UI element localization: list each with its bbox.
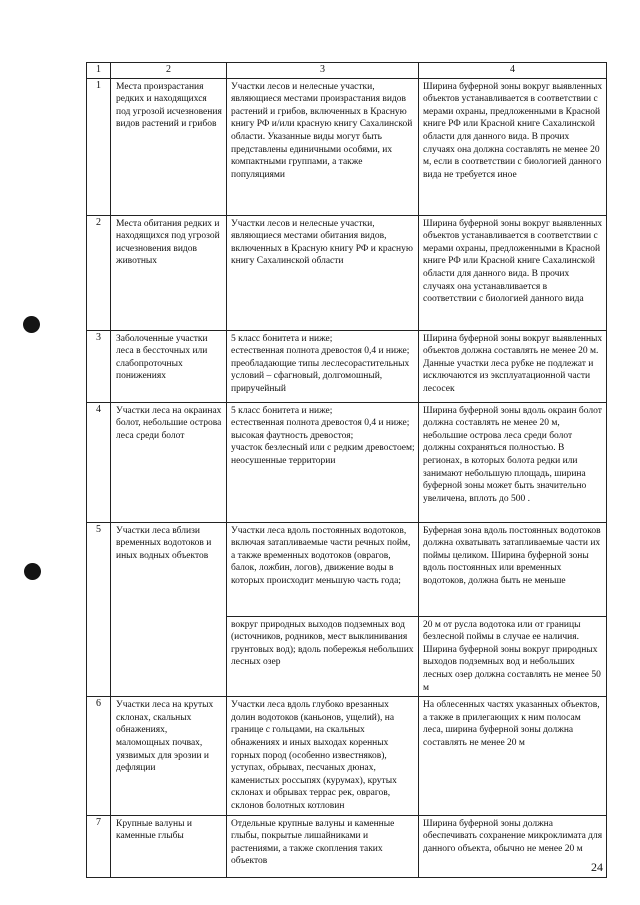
criteria-cell xyxy=(227,78,419,215)
cell-paragraph: 5 класс бонитета и ниже; xyxy=(231,405,333,416)
cell-paragraph: естественная полнота древостоя 0,4 и ниже; xyxy=(231,418,410,429)
cell-paragraph: 5 класс бонитета и ниже; xyxy=(231,333,333,344)
header-cell: 3 xyxy=(227,63,419,79)
row-number: 2 xyxy=(87,215,111,330)
header-cell: 2 xyxy=(111,63,227,79)
table-row xyxy=(87,78,607,215)
cell-paragraph: преобладающие типы леслесорастительных условий – сфагновый, долгомошный, приручейный xyxy=(231,358,410,394)
cell-paragraph: Буферная зона вдоль постоянных водотоков должна охватывать затапливаемые части их поймы целиком. Ширина буферной зоны вдоль постоянных или временных водотоков, должна быть не меньше xyxy=(423,525,601,586)
cell-paragraph: неосушенные территории xyxy=(231,455,336,466)
cell-paragraph: естественная полнота древостоя 0,4 и ниже; xyxy=(231,346,410,357)
object-type-cell: Места произрастания редких и находящихся под угрозой исчезновения видов растений и грибов xyxy=(111,78,227,215)
object-type-cell: Участки леса на крутых склонах, скальных обнажениях, маломощных почвах, уязвимых для эрозии и дефляции xyxy=(111,697,227,815)
row-number: 3 xyxy=(87,330,111,402)
cell-paragraph: 20 м от русла водотока или от границы безлесной поймы в случае ее наличия. Ширина буферной зоны вокруг природных выходов подземных вод и небольших лесных озер должна составлять не менее 50 м xyxy=(423,619,601,693)
punch-hole xyxy=(23,316,40,333)
cell-paragraph: Ширина буферной зоны вокруг выявленных объектов устанавливается в соответствии с мерами охраны, предложенными в Красной книге РФ или Красной книге Сахалинской области для данного вида. В прочих случаях она должна составлять не менее 20 м, если в соответствии с биологией данного вида не требуется иное xyxy=(423,81,603,180)
table-row xyxy=(87,522,607,616)
buffer-zone-cell xyxy=(419,78,607,215)
cell-paragraph: Ширина буферной зоны вдоль окраин болот должна составлять не менее 20 м, небольшие острова леса среди болот должны сохраняться полностью. В регионах, в которых болота редки или занимают небольшую площадь, ширина буферной зоны может быть значительно увеличена, вплоть до 500 . xyxy=(423,405,602,504)
punch-hole xyxy=(24,563,41,580)
row-number: 6 xyxy=(87,697,111,815)
header-cell: 1 xyxy=(87,63,111,79)
buffer-zone-cell xyxy=(419,402,607,522)
row-number: 4 xyxy=(87,402,111,522)
criteria-cell xyxy=(227,330,419,402)
row-number: 7 xyxy=(87,815,111,877)
cell-paragraph: Отдельные крупные валуны и каменные глыбы, покрытые лишайниками и растениями, а также скопления таких объектов xyxy=(231,818,395,867)
buffer-zone-cell xyxy=(419,215,607,330)
cell-paragraph: вокруг природных выходов подземных вод (источников, родников, мест выклинивания грунтовых вод); вдоль побережья небольших лесных озер xyxy=(231,619,414,668)
buffer-zone-table xyxy=(86,62,607,878)
table-row xyxy=(87,697,607,815)
object-type-cell: Участки леса на окраинах болот, небольшие острова леса среди болот xyxy=(111,402,227,522)
cell-paragraph: Участки лесов и нелесные участки, являющиеся местами обитания видов, включенных в Красную книгу РФ и красную книгу Сахалинской области xyxy=(231,218,413,267)
cell-paragraph: высокая фаутность древостоя; xyxy=(231,430,354,441)
cell-paragraph: На облесенных частях указанных объектов, а также в прилегающих к ним полосам леса, ширина буферной зоны должна составлять не менее 20 м xyxy=(423,700,600,748)
row-number: 1 xyxy=(87,78,111,215)
buffer-zone-cell xyxy=(419,522,607,616)
cell-paragraph: Участки леса вдоль глубоко врезанных долин водотоков (каньонов, ущелий), на границе с гольцами, на скальных обнажениях и иных выходах коренных горных пород (особенно известняков), уступах, обрывах, песчаных дюнах, каменистых россыпях (курумах), крутых склонах и обрывах террас рек, оврагов, склонов болотных котловин xyxy=(231,700,397,811)
cell-paragraph: Ширина буферной зоны вокруг выявленных объектов устанавливается в соответствии с мерами охраны, предложенными в Красной книге РФ или Красной книге Сахалинской области для данного вида. В прочих случаях она устанавливается в соответствии с биологией данного вида xyxy=(423,218,603,305)
criteria-cell xyxy=(227,815,419,877)
cell-paragraph: Участки леса вдоль постоянных водотоков, включая затапливаемые части речных пойм, а также временных водотоков (оврагов, балок, ложбин, логов), движение воды в которых происходит меньшую часть года; xyxy=(231,525,411,586)
criteria-cell xyxy=(227,697,419,815)
object-type-cell: Места обитания редких и находящихся под угрозой исчезновения видов животных xyxy=(111,215,227,330)
criteria-cell xyxy=(227,616,419,697)
header-cell: 4 xyxy=(419,63,607,79)
object-type-cell: Крупные валуны и каменные глыбы xyxy=(111,815,227,877)
buffer-zone-cell xyxy=(419,616,607,697)
criteria-cell xyxy=(227,522,419,616)
cell-paragraph: Ширина буферной зоны должна обеспечивать сохранение микроклимата для данного объекта, обычно не менее 20 м xyxy=(423,818,603,854)
row-number: 5 xyxy=(87,522,111,697)
page-number: 24 xyxy=(591,860,603,874)
buffer-zone-cell xyxy=(419,815,607,877)
cell-paragraph: участок безлесный или с редким древостоем; xyxy=(231,443,415,454)
object-type-cell: Участки леса вблизи временных водотоков и иных водных объектов xyxy=(111,522,227,697)
cell-paragraph: Участки лесов и нелесные участки, являющиеся местами произрастания видов растений и грибов, включенных в Красную книгу РФ и/или красную книгу Сахалинской области. Указанные виды могут быть представлены единичными особями, их компактными группами, а также популяциями xyxy=(231,81,413,180)
criteria-cell xyxy=(227,215,419,330)
object-type-cell: Заболоченные участки леса в бессточных или слабопроточных понижениях xyxy=(111,330,227,402)
header-row xyxy=(87,63,607,79)
table-row xyxy=(87,215,607,330)
buffer-zone-cell xyxy=(419,330,607,402)
table-row xyxy=(87,815,607,877)
table-row xyxy=(87,402,607,522)
cell-paragraph: Ширина буферной зоны вокруг выявленных объектов должна составлять не менее 20 м. Данные участки леса рубке не подлежат и исключаются из эксплуатационной части лесосек xyxy=(423,333,603,394)
table-row xyxy=(87,330,607,402)
buffer-zone-cell xyxy=(419,697,607,815)
criteria-cell xyxy=(227,402,419,522)
